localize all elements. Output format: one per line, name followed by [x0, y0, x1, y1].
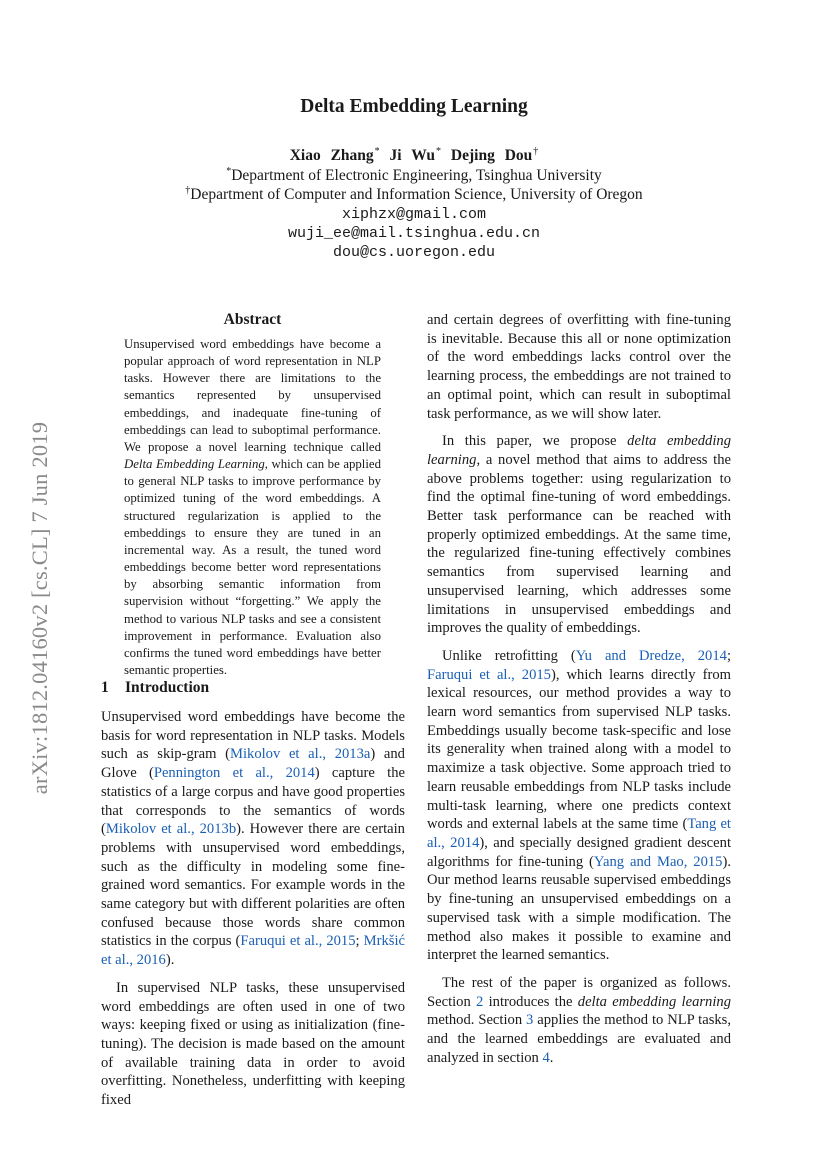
affiliation-tsinghua: *Department of Electronic Engineering, Tsinghua University [226, 166, 602, 185]
citation-link[interactable]: Yu and Dredze, 2014 [575, 647, 727, 664]
paragraph: Unlike retrofitting (Yu and Dredze, 2014; Faruqui et al., 2015), which learns directly from lexical resources, our method provides a way to learn word semantics from supervised NLP tasks. Embeddings usually become task-specific and lose its generality when trained along with a model to maximize a task objective. Some approach tried to learn reusable embeddings from NLP tasks include multi-task learning, where one predicts context words and external labels at the same time (Tang et al., 2014), and specially designed gradient descent algorithms for fine-tuning (Yang and Mao, 2015). Our method learns reusable supervised embeddings by fine-tuning an unsupervised embeddings on a supervised task with a simple modification. The method also makes it possible to examine and interpret the learned semantics. [427, 647, 731, 964]
citation-link[interactable]: Mikolov et al., 2013b [105, 821, 237, 838]
arxiv-stamp [22, 378, 58, 838]
section-ref-link[interactable]: 2 [476, 993, 484, 1010]
email-address[interactable]: wuji_ee@mail.tsinghua.edu.cn [287, 225, 541, 242]
section-ref-link[interactable]: 3 [526, 1012, 534, 1029]
citation-link[interactable]: Tang et al., 2014 [427, 816, 731, 851]
right-column [427, 311, 731, 1067]
citation-link[interactable]: Mikolov et al., 2013a [230, 746, 371, 763]
paragraph: Unsupervised word embeddings have become the basis for word representation in NLP tasks. Models such as skip-gram (Mikolov et al., 2013a) and Glove (Pennington et al., 2014) capture the statistics of a large corpus and have good properties that corresponds to the semantics of words (Mikolov et al., 2013b). However there are certain problems with unsupervised word embeddings, such as the difficulty in modeling some fine-grained word semantics. For example words in the same category but with different polarities are often confused because those words share common statistics in the corpus (Faruqui et al., 2015; Mrkšić et al., 2016). [101, 709, 405, 969]
paragraph: The rest of the paper is organized as follows. Section 2 introduces the delta embedding learning method. Section 3 applies the method to NLP tasks, and the learned embeddings are evaluated and analyzed in section 4. [427, 974, 732, 1066]
citation-link[interactable]: Pennington et al., 2014 [153, 765, 315, 782]
email-address[interactable]: xiphzx@gmail.com [341, 206, 487, 223]
paper-title: Delta Embedding Learning [300, 96, 528, 117]
author-list [0, 146, 828, 165]
abstract-heading: Abstract [223, 311, 282, 328]
paragraph: and certain degrees of overfitting with fine-tuning is inevitable. Because this all or none optimization of the word embeddings lacks control over the learning process, the embeddings are not trained to an optimal point, which can result in suboptimal task performance, as we will show later. [427, 312, 731, 422]
left-column [101, 708, 405, 1110]
arxiv-id[interactable]: arXiv:1812.04160v2 [cs.CL] 7 Jun 2019 [27, 421, 52, 795]
section-heading-introduction: 1 Introduction [101, 679, 210, 696]
affiliation-oregon: †Department of Computer and Information Science, University of Oregon [185, 185, 643, 204]
abstract-body: Unsupervised word embeddings have become a popular approach of word representation in NLP tasks. However there are limitations to the semantics represented by unsupervised embeddings, and inadequate fine-tuning of embeddings can lead to suboptimal performance. We propose a novel learning technique called Delta Embedding Learning, which can be applied to general NLP tasks to improve performance by optimized tuning of the word embeddings. A structured regularization is applied to the embeddings to ensure they are tuned in an incremental way. As a result, the tuned word embeddings become better word representations by absorbing semantic information from supervision without “forgetting.” We apply the method to various NLP tasks and see a consistent improvement in performance. Evaluation also confirms the tuned word embeddings have better semantic properties. [124, 337, 381, 677]
section-ref-link[interactable]: 4 [542, 1049, 550, 1066]
author: Dejing Dou† [450, 146, 539, 165]
author: Ji Wu* [389, 146, 442, 165]
paragraph: In supervised NLP tasks, these unsupervised word embeddings are often used in one of two ways: keeping fixed or using as initialization (fine-tuning). The decision is made based on the amount of available training data in order to avoid overfitting. Nonetheless, underfitting with keeping fixed [101, 979, 405, 1109]
citation-link[interactable]: Mrkšić et al., 2016 [101, 933, 405, 969]
email-address[interactable]: dou@cs.uoregon.edu [332, 244, 496, 261]
citation-link[interactable]: Faruqui et al., 2015 [240, 933, 356, 950]
citation-link[interactable]: Yang and Mao, 2015 [593, 853, 723, 870]
author: Xiao Zhang* [289, 146, 380, 165]
citation-link[interactable]: Faruqui et al., 2015 [427, 666, 551, 683]
paragraph: In this paper, we propose delta embedding learning, a novel method that aims to address the above problems together: using regularization to find the optimal fine-tuning of word embeddings. Better task performance can be reached with properly optimized embeddings. At the same time, the regularized fine-tuning effectively combines semantics from supervised learning and unsupervised learning, which addresses some limitations in unsupervised embeddings and improves the quality of embeddings. [427, 433, 731, 637]
